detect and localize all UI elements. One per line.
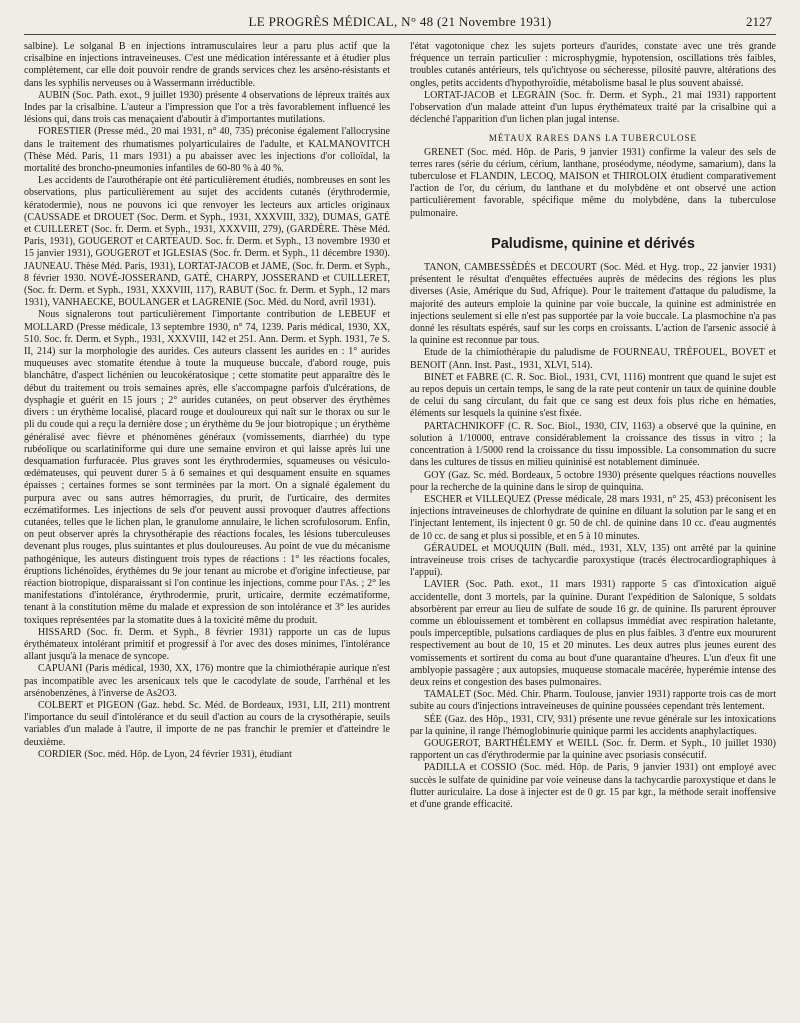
paragraph: TAMALET (Soc. Méd. Chir. Pharm. Toulouse, janvier 1931) rapporte trois cas de mort subite au cours d'injections intraveineuses de quinine poussées cependant très lentement. <box>410 689 776 713</box>
paragraph: LORTAT-JACOB et LEGRAIN (Soc. fr. Derm. et Syph., 21 mai 1931) rapportent l'observation d'un malade atteint d'un lupus érythémateux traité par la crisalbine qui a déclenché l'apparition d'un lichen plan jugal intense. <box>410 89 776 126</box>
left-column <box>24 41 390 1016</box>
paragraph: FORESTIER (Presse méd., 20 mai 1931, n° 40, 735) préconise également l'allocrysine dans le traitement des rhumatismes polyarticulaires de l'adulte, et KALMANOVITCH (Thèse Méd. Paris, 11 mars 1931) a pu abaisser avec les injections d'or colloïdal, la mortalité des broncho-pneumonies infantiles de 60-80 % à 40 %. <box>24 126 390 175</box>
page-number: 2127 <box>746 14 772 29</box>
right-column <box>410 41 776 1016</box>
paragraph: HISSARD (Soc. fr. Derm. et Syph., 8 février 1931) rapporte un cas de lupus érythémateux intolérant primitif et progressif à l'or avec des doses minimes, l'intolérance allant jusqu'à la menace de syncope. <box>24 626 390 663</box>
paragraph: Les accidents de l'aurothérapie ont été particulièrement étudiés, nombreuses en sont les observations, plus particulièrement au sujet des accidents cutanés (érythrodermie, kératodermie), nous ne pouvons ici que renvoyer les lecteurs aux articles originaux (CAUSSADE et DROUET (Soc. Derm. et Syph., 1931, XXXVIII, 332), DUMAS, GATÉ et CUILLERET (Soc. fr. Derm. et Syph., 1931, XXXVIII, 279), (GARDÈRE. Thèse Méd. Paris, 1931), GOUGEROT et CARTEAUD. Soc. fr. Derm. et Syph., 13 novembre 1930 et 15 janvier 1931), GOUGEROT et IGLESIAS (Soc. fr. Derm. et Syph., 11 décembre 1930). JAUNEAU. Thèse Méd. Paris, 1931), LORTAT-JACOB et JAME, (Soc. fr. Derm. et Syph., 8 février 1930. NOVÉ-JOSSERAND, GATÉ, CHARPY, JOSSERAND et CUILLERET, (Soc. fr. Derm. et Syph., 1931, XXXVIII, 117), RABUT (Soc. fr. Derm. et Syph., 12 mars 1931), VANHAECKE, BOULANGER et LAGRENIE (Soc. Méd. du Nord, avril 1931). <box>24 175 390 309</box>
paragraph: l'état vagotonique chez les sujets porteurs d'aurides, constate avec une très grande fréquence un terrain particulier : microsphygmie, hypotension, oscillations très faibles, troubles cutanés antérieurs, tels qu'ichtyose ou sécheresse, pilosité pauvre, altérations des ongles, petits accidents d'hypothyroïdie, métabolisme basal le plus souvent abaissé. <box>410 41 776 89</box>
paragraph: PARTACHNIKOFF (C. R. Soc. Biol., 1930, CIV, 1163) a observé que la quinine, en solution à 1/10000, entrave considérablement la croissance des tissus in vitro ; la concentration à 1/5000 rend la croissance du tissu impossible. La consommation du sucre dans les cultures de tissus en milieu quininisé est notablement diminuée. <box>410 420 776 469</box>
paragraph: GRENET (Soc. méd. Hôp. de Paris, 9 janvier 1931) confirme la valeur des sels de terres rares (série du cérium, cérium, lanthane, proséodyme, néodyme, samarium), dans la tuberculose et FLANDIN, LECOQ, MAISON et THIROLOIX étudient comparativement l'action de l'or, du cérium, du lanthane et du molybdène et ont observé une action particulièrement favorable, spécifique même du molybdène, dans la tuberculose pulmonaire. <box>410 146 776 219</box>
paragraph: CORDIER (Soc. méd. Hôp. de Lyon, 24 février 1931), étudiant <box>38 748 292 760</box>
paragraph: AUBIN (Soc. Path. exot., 9 juillet 1930) présente 4 observations de lépreux traités aux Indes par la crisalbine. L'auteur a l'impression que l'or a très favorablement influencé les lésions qui, dans trois cas menaçaient d'aboutir à d'importantes mutilations. <box>24 89 390 126</box>
paragraph: BINET et FABRE (C. R. Soc. Biol., 1931, CVI, 1116) montrent que quand le sujet est au repos depuis un certain temps, le sang de la rate peut contenir un taux de quinine double de celui du sang circulant, du fait que ce sang est deux fois plus riche en hématies, éléments sur lesquels la quinine s'est fixée. <box>410 371 776 420</box>
paragraph: GOY (Gaz. Sc. méd. Bordeaux, 5 octobre 1930) présente quelques réactions nouvelles pour la recherche de la quinine dans le sirop de quinquina. <box>410 469 776 493</box>
paragraph: Etude de la chimiothérapie du paludisme de FOURNEAU, TRÉFOUEL, BOVET et BENOIT (Ann. Inst. Past., 1931, XLVI, 514). <box>410 347 776 371</box>
paragraph: LAVIER (Soc. Path. exot., 11 mars 1931) rapporte 5 cas d'intoxication aiguë accidentelle, dont 3 mortels, par la quinine. Durant l'expédition de Salonique, 5 soldats absorbèrent par erreur au lieu de sulfate de soude 16 gr. de quinine. Ils parurent éprouver comme un éblouissement et tombèrent en collapsus immédiat avec respiration haletante, pouls imperceptible, pulsations cardiaques de plus en plus faibles. 3 d'entre eux moururent respectivement au bout de 10, 15 et 20 minutes. Les deux autres plus jeunes eurent des vomissements et sortirent du coma au bout d'une quarantaine d'heures. L'un d'eux fit une amblyopie passagère ; aux autopsies, muqueuse stomacale macérée, hyperémie intense des deux reins et congestion des bases pulmonaires. <box>410 579 776 688</box>
paragraph: SÉE (Gaz. des Hôp., 1931, CIV, 931) présente une revue générale sur les intoxications par la quinine, il range l'hémoglobinurie quinique parmi les accidents anaphylactiques. <box>410 713 776 737</box>
paragraph: TANON, CAMBESSÈDÈS et DECOURT (Soc. Méd. et Hyg. trop., 22 janvier 1931) présentent le résultat d'enquêtes effectuées auprès de médecins des régions les plus diverses (Asie, Amérique du Sud, Afrique). Pour le traitement d'attaque du paludisme, la majorité des auteurs emploie la quinine par voie buccale, la quinine est administrée en injections seulement si elle n'est pas supportée par la voie buccale. La plasmochine n'a pas donné les résultats espérés, sauf sur les corps en croissants. L'action de l'arsenic associé à la quinine est reconnue par tous. <box>410 262 776 347</box>
paragraph: GÉRAUDEL et MOUQUIN (Bull. méd., 1931, XLV, 135) ont arrêté par la quinine intraveineuse trois crises de tachycardie paroxystique (tracés électrocardiographiques à l'appui). <box>410 542 776 579</box>
paragraph: salbine). Le solganal B en injections intramusculaires leur a paru plus actif que la crisalbine en injections intraveineuses. C'est une médication intéressante et à étudier plus complètement, car elle doit pouvoir rendre de grands services chez les arséno-résistants et dans les syphilis nerveuses ou à Wassermann irréductible. <box>24 41 390 89</box>
section-heading-paludisme: Paludisme, quinine et dérivés <box>491 235 695 252</box>
paragraph: Nous signalerons tout particulièrement l'importante contribution de LEBEUF et MOLLARD (Presse médicale, 13 septembre 1930, n° 74, 1239. Paris médical, 1930, XX, 510. Soc. fr. Derm. et Syph., 1931, XXXVIII, 142 et 251. Ann. Derm. et Syph. 1931, 7e S. II, 214) sur la morphologie des aurides. Ces auteurs classent les aurides en : 1° aurides muqueuses avec stomatite étendue à toute la muqueuse buccale, d'abord rouge, puis blanchâtre, d'aspect lichénien ou leucokératosique ; cette stomatite peut apparaître dès le début du traitement ou trois semaines après, elle s'accompagne parfois d'ulcérations, de dysphagie et guérit en 15 jours ; 2° aurides cutanées, on peut observer des érythèmes divers : un érythème localisé, placard rouge et douloureux qui naît sur le thorax ou sur le pli du coude qui a reçu la dernière dose ; un érythème du 9e jour biotropique ; un érythème généralisé avec fièvre et phénomènes généraux (vomissements, diarrhée) du type rubéolique ou scarlatiniforme qui dure une semaine environ et qui laisse après lui une desquamation furfuracée. Plus graves sont les érythrodermies, squameuses ou vésiculo-œdémateuses, qui peuvent durer 5 à 6 semaines et qui desquament ensuite en squames épaisses ; certaines formes se sont terminées par la mort. On a signalé également du purpura avec ou sans autres hémorragies, du prurit, de l'urticaire, des dermites eczématiformes. Les injections de sels d'or peuvent aussi provoquer d'autres affections cutanées, telles que le lichen plan, le granulome annulaire, le lichen scrofulosorum. Enfin, on peut observer après la chrysothérapie des réactions focales, les lésions tuberculeuses devenant plus rouges, plus suintantes et plus douloureuses. Au point de vue du mécanisme pathogénique, les auteurs distinguent trois types de réactions : 1° les réactions focales, éruptions lichénoïdes, érythèmes du 9e jour tenant au microbe et d'origine infectieuse, par réaction biotropique, disparaissant si l'on continue les injections, comme pour l'As. ; 2° les manifestations d'intolérance, érythrodermie, prurit, urticaire, dermite eczématiforme, tenant à la constitution même du malade et expression de son intolérance et 3° les aurides toxiques représentées par la stomatite dues à la toxicité même du produit. <box>24 309 390 626</box>
page-header <box>24 8 776 35</box>
paragraph: ESCHER et VILLEQUEZ (Presse médicale, 28 mars 1931, n° 25, 453) préconisent les injections intraveineuses de chlorhydrate de quinine en diluant la solution par le sang et en l'injectant lentement, ils injectent 0 gr. 50 de chl. de quinine dans 10 cc. d'eau augmentés de 10 cc. de sang et plus si possible, et en 5 à 10 minutes. <box>410 493 776 542</box>
paragraph: PADILLA et COSSIO (Soc. méd. Hôp. de Paris, 9 janvier 1931) ont employé avec succès le sulfate de quinidine par voie veineuse dans la tachycardie paroxystique et dans le flutter auriculaire. La dose à injecter est de 0 gr. 15 par kgr., la méthode serait inoffensive et d'une grande efficacité. <box>410 762 776 810</box>
section-heading-metaux: MÉTAUX RARES DANS LA TUBERCULOSE <box>488 133 698 144</box>
paragraph: GOUGEROT, BARTHÉLEMY et WEILL (Soc. fr. Derm. et Syph., 10 juillet 1930) rapportent un cas d'érythrodermie par la quinine avec psoriasis consécutif. <box>410 737 776 762</box>
paragraph: COLBERT et PIGEON (Gaz. hebd. Sc. Méd. de Bordeaux, 1931, LII, 211) montrent l'importance du seuil d'intolérance et du seuil d'action au cours de la crysothérapie, seuils variables d'un malade à l'autre, il importe de ne pas franchir le premier et d'atteindre le deuxième. <box>24 699 390 748</box>
journal-title: LE PROGRÈS MÉDICAL, N° 48 (21 Novembre 1931) <box>248 14 552 29</box>
paragraph: CAPUANI (Paris médical, 1930, XX, 176) montre que la chimiothérapie aurique n'est pas incompatible avec les arsenicaux tels que le cacodylate de soude, l'arrhénal et les arsénobenzènes, à l'inverse de As2O3. <box>24 663 390 699</box>
